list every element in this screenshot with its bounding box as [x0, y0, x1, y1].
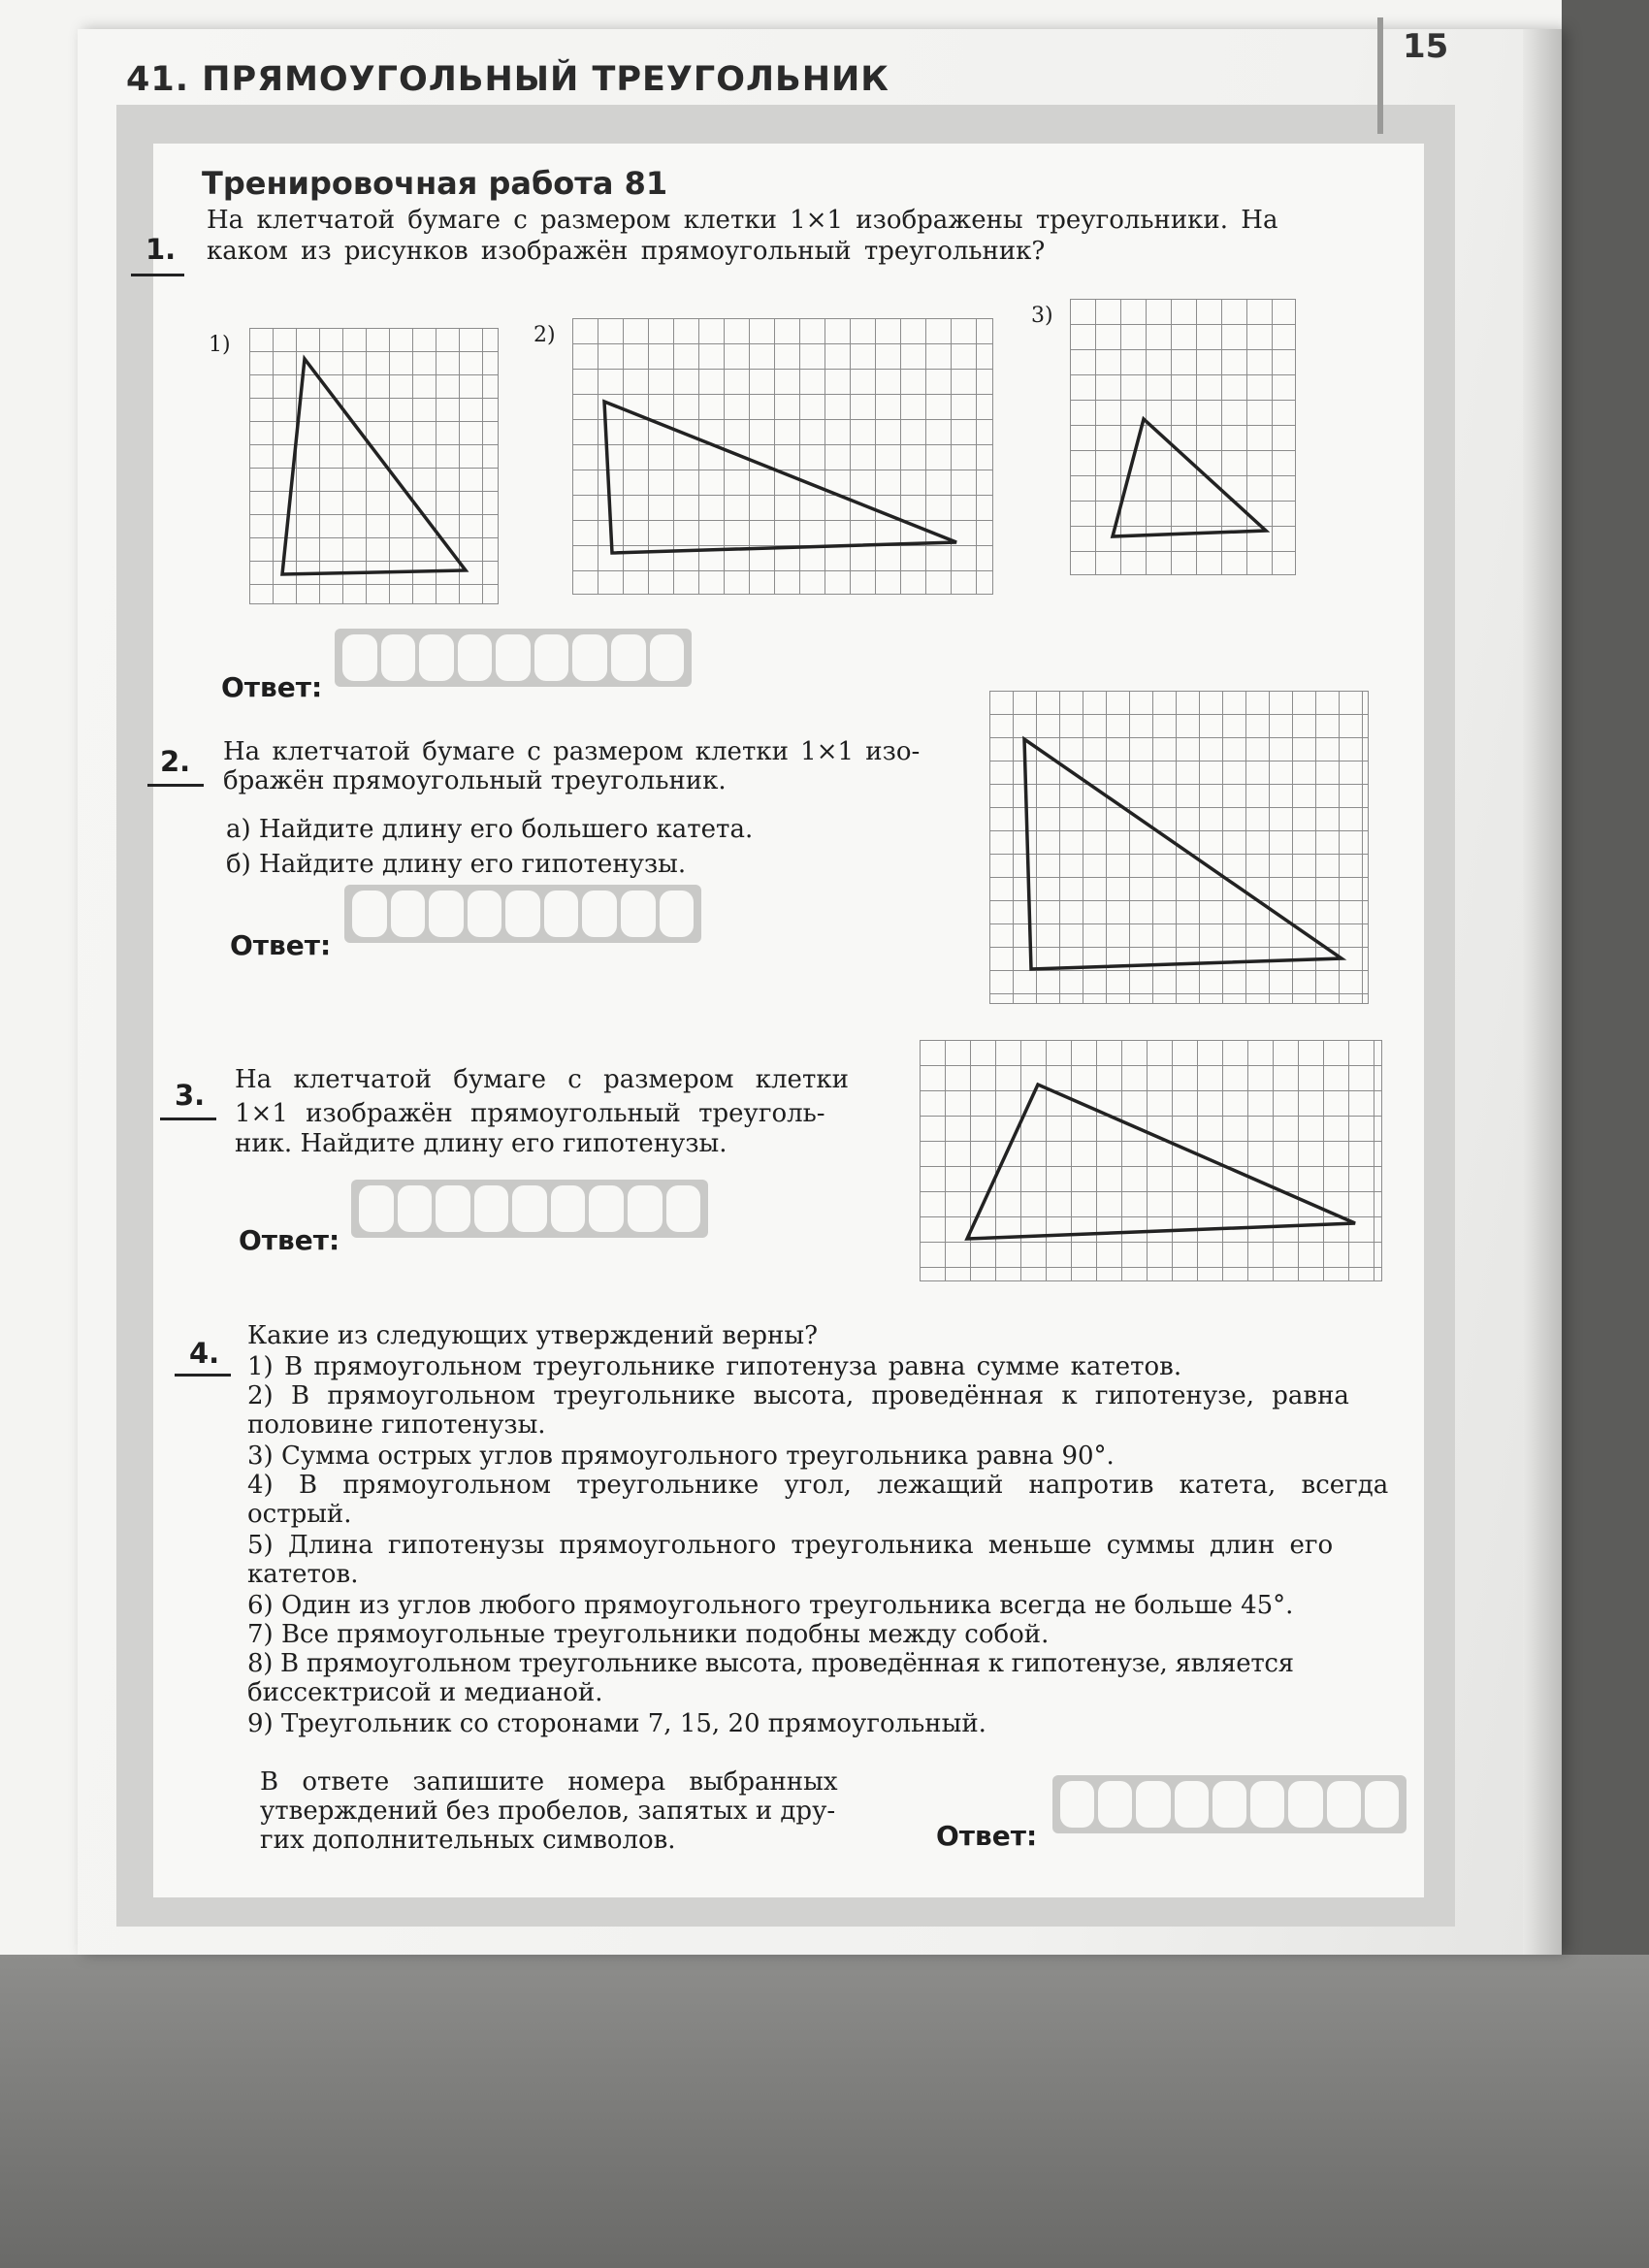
- task-3-triangle: [920, 1040, 1381, 1280]
- task-4-answer-label: Ответ:: [936, 1820, 1038, 1852]
- task-2-triangle: [989, 691, 1368, 1003]
- task-2-answer-box[interactable]: [344, 885, 701, 943]
- scanner-lid-shadow: [0, 1955, 1649, 2268]
- task-4-question: Какие из следующих утверждений верны?: [247, 1321, 819, 1350]
- task-4-statement-1: 1) В прямоугольном треугольнике гипотенуза равна сумме катетов.: [247, 1352, 1182, 1381]
- task-4-statement-9: 9) Треугольник со сторонами 7, 15, 20 прямоугольный.: [247, 1709, 986, 1738]
- figure-3-triangle: [1070, 299, 1295, 574]
- task-3-line-2: 1×1 изображён прямоугольный треуголь-: [235, 1099, 825, 1128]
- task-4-statement-7: 7) Все прямоугольные треугольники подобны между собой.: [247, 1620, 1050, 1649]
- task-3-answer-box[interactable]: [351, 1180, 708, 1238]
- chapter-title: 41. ПРЯМОУГОЛЬНЫЙ ТРЕУГОЛЬНИК: [126, 60, 889, 99]
- figure-1-label: 1): [209, 333, 231, 357]
- task-3-answer-line: [160, 1118, 216, 1120]
- figure-2-label: 2): [534, 323, 556, 347]
- task-4-instruction-line-3: гих дополнительных символов.: [260, 1826, 676, 1855]
- task-1-answer-box[interactable]: [335, 629, 692, 687]
- page-corner-mark: [1377, 17, 1383, 134]
- task-4-answer-line: [175, 1374, 231, 1377]
- figure-2-triangle: [572, 318, 992, 594]
- task-1-line-2: каком из рисунков изображён прямоугольный треугольник?: [207, 237, 1046, 266]
- task-2-answer-line: [147, 784, 204, 787]
- page-number: 15: [1403, 27, 1449, 66]
- task-1-answer-line: [131, 274, 184, 276]
- task-4-number: 4.: [189, 1337, 220, 1370]
- task-4-statement-5-cont: катетов.: [247, 1560, 359, 1589]
- figure-3-label: 3): [1031, 304, 1053, 328]
- task-4-statement-3: 3) Сумма острых углов прямоугольного треугольника равна 90°.: [247, 1442, 1115, 1471]
- task-4-statement-5: 5) Длина гипотенузы прямоугольного треугольника меньше суммы длин его: [247, 1531, 1334, 1560]
- task-2-line-1: На клетчатой бумаге с размером клетки 1×1 изо-: [223, 737, 921, 766]
- task-3-answer-label: Ответ:: [239, 1224, 340, 1256]
- figure-1-triangle: [249, 328, 498, 603]
- task-3-line-1: На клетчатой бумаге с размером клетки: [235, 1065, 849, 1094]
- task-4-instruction-line-2: утверждений без пробелов, запятых и дру-: [260, 1797, 836, 1826]
- task-1-answer-label: Ответ:: [221, 671, 323, 703]
- task-4-statement-2-cont: половине гипотенузы.: [247, 1410, 546, 1440]
- task-2-answer-label: Ответ:: [230, 929, 332, 961]
- task-1-line-1: На клетчатой бумаге с размером клетки 1×1 изображены треугольники. На: [207, 206, 1278, 235]
- task-2-part-a: а) Найдите длину его большего катета.: [226, 815, 754, 844]
- task-3-number: 3.: [175, 1079, 206, 1112]
- task-4-statement-4: 4) В прямоугольном треугольнике угол, лежащий напротив катета, всегда: [247, 1471, 1389, 1500]
- task-4-statement-2: 2) В прямоугольном треугольнике высота, проведённая к гипотенузе, равна: [247, 1381, 1349, 1410]
- task-4-statement-4-cont: острый.: [247, 1500, 352, 1529]
- task-4-statement-6: 6) Один из углов любого прямоугольного треугольника всегда не больше 45°.: [247, 1591, 1294, 1620]
- task-4-instruction-line-1: В ответе запишите номера выбранных: [260, 1767, 838, 1797]
- task-4-statement-8: 8) В прямоугольном треугольнике высота, проведённая к гипотенузе, является: [247, 1649, 1294, 1678]
- task-4-answer-box[interactable]: [1052, 1775, 1406, 1833]
- task-2-part-b: б) Найдите длину его гипотенузы.: [226, 850, 687, 879]
- work-title: Тренировочная работа 81: [202, 165, 668, 202]
- task-2-line-2: бражён прямоугольный треугольник.: [223, 766, 727, 795]
- task-1-number: 1.: [146, 233, 177, 266]
- page-edge: [1523, 29, 1562, 1955]
- task-3-line-3: ник. Найдите длину его гипотенузы.: [235, 1129, 728, 1158]
- task-2-number: 2.: [160, 745, 191, 778]
- task-4-statement-8-cont: биссектрисой и медианой.: [247, 1678, 603, 1707]
